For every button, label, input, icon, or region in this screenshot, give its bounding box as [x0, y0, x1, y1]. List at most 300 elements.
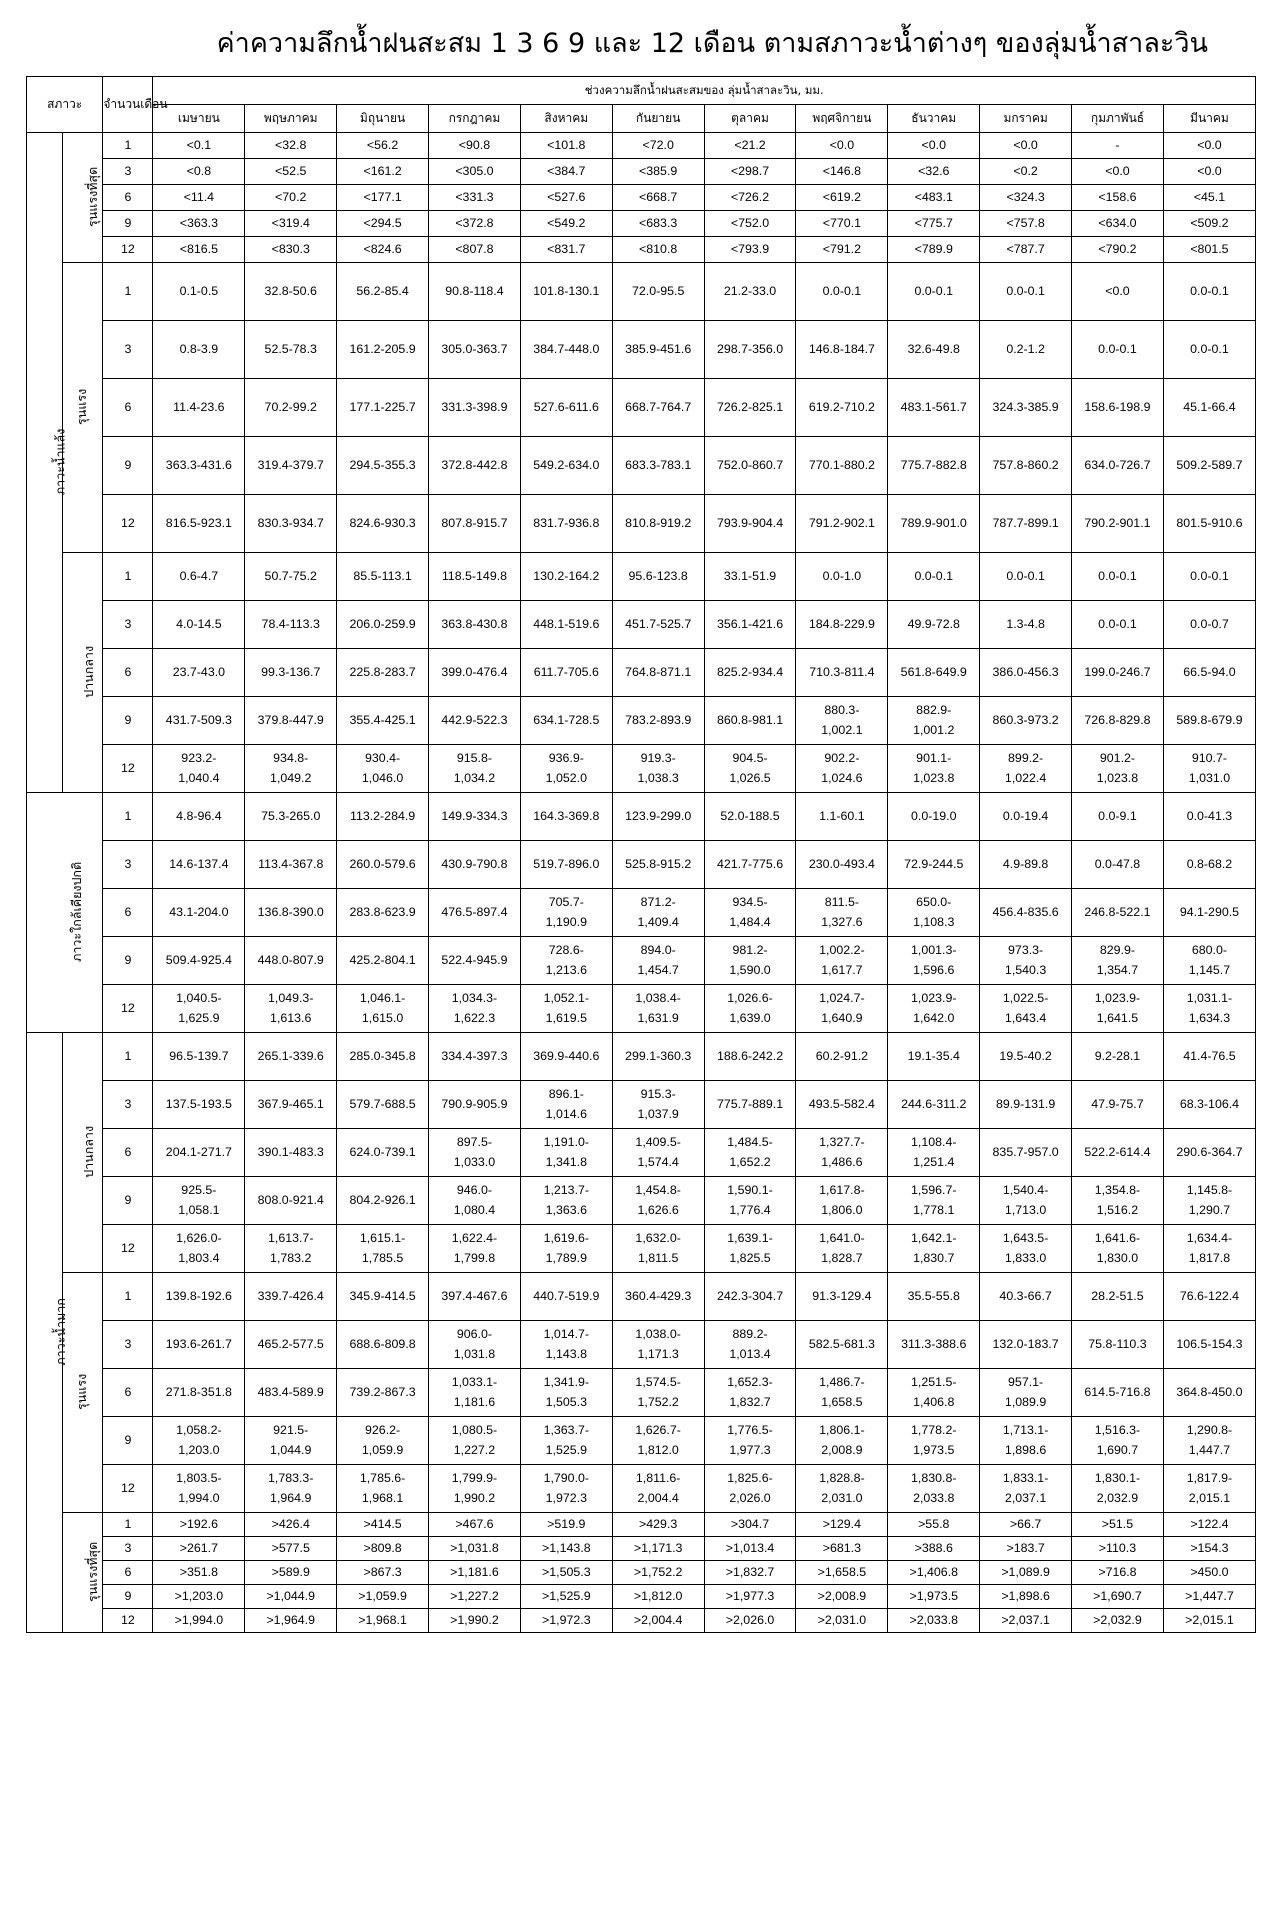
- value-cell: <45.1: [1163, 185, 1255, 211]
- value-cell: 880.3- 1,002.1: [796, 697, 888, 745]
- table-row: [27, 601, 1256, 649]
- value-cell: >809.8: [337, 1537, 429, 1561]
- value-cell: <549.2: [520, 211, 612, 237]
- value-cell: 1,145.8- 1,290.7: [1163, 1177, 1255, 1225]
- value-cell: 919.3- 1,038.3: [612, 745, 704, 793]
- value-cell: 1,713.1- 1,898.6: [980, 1417, 1072, 1465]
- value-cell: 668.7-764.7: [612, 379, 704, 437]
- value-cell: >1,447.7: [1163, 1585, 1255, 1609]
- severity-text: รุนแรงที่สุด: [84, 1541, 100, 1603]
- value-cell: 0.0-0.1: [1163, 263, 1255, 321]
- value-cell: 369.9-440.6: [520, 1033, 612, 1081]
- severity-label: [62, 263, 103, 553]
- value-cell: 19.1-35.4: [888, 1033, 980, 1081]
- month-header: กุมภาพันธ์: [1072, 105, 1164, 133]
- value-cell: <0.0: [980, 133, 1072, 159]
- duration-cell: 3: [103, 159, 153, 185]
- value-cell: <752.0: [704, 211, 796, 237]
- value-cell: >716.8: [1072, 1561, 1164, 1585]
- value-cell: 783.2-893.9: [612, 697, 704, 745]
- duration-cell: 6: [103, 185, 153, 211]
- table-row: [27, 133, 1256, 159]
- value-cell: 4.0-14.5: [153, 601, 245, 649]
- value-cell: 265.1-339.6: [245, 1033, 337, 1081]
- value-cell: 0.0-0.1: [980, 553, 1072, 601]
- value-cell: 28.2-51.5: [1072, 1273, 1164, 1321]
- table-row: [27, 889, 1256, 937]
- duration-cell: 6: [103, 1561, 153, 1585]
- value-cell: 0.0-47.8: [1072, 841, 1164, 889]
- value-cell: 305.0-363.7: [429, 321, 521, 379]
- value-cell: <801.5: [1163, 237, 1255, 263]
- value-cell: 1,632.0- 1,811.5: [612, 1225, 704, 1273]
- value-cell: 85.5-113.1: [337, 553, 429, 601]
- value-cell: 184.8-229.9: [796, 601, 888, 649]
- duration-cell: 6: [103, 1129, 153, 1177]
- value-cell: 311.3-388.6: [888, 1321, 980, 1369]
- value-cell: 1,001.3- 1,596.6: [888, 937, 980, 985]
- value-cell: >110.3: [1072, 1537, 1164, 1561]
- value-cell: 91.3-129.4: [796, 1273, 888, 1321]
- value-cell: 456.4-835.6: [980, 889, 1072, 937]
- value-cell: 1,799.9- 1,990.2: [429, 1465, 521, 1513]
- value-cell: 889.2- 1,013.4: [704, 1321, 796, 1369]
- value-cell: >1,968.1: [337, 1609, 429, 1633]
- value-cell: 397.4-467.6: [429, 1273, 521, 1321]
- value-cell: >1,990.2: [429, 1609, 521, 1633]
- value-cell: <831.7: [520, 237, 612, 263]
- duration-cell: 1: [103, 793, 153, 841]
- value-cell: <161.2: [337, 159, 429, 185]
- duration-cell: 3: [103, 841, 153, 889]
- duration-cell: 9: [103, 937, 153, 985]
- table-row: [27, 1465, 1256, 1513]
- value-cell: 1,040.5- 1,625.9: [153, 985, 245, 1033]
- value-cell: 0.0-0.1: [1163, 321, 1255, 379]
- value-cell: 0.0-0.1: [1072, 553, 1164, 601]
- duration-cell: 1: [103, 263, 153, 321]
- value-cell: >1,658.5: [796, 1561, 888, 1585]
- value-cell: 0.0-9.1: [1072, 793, 1164, 841]
- duration-cell: 12: [103, 745, 153, 793]
- value-cell: 113.2-284.9: [337, 793, 429, 841]
- table-row: [27, 1177, 1256, 1225]
- table-row: [27, 1513, 1256, 1537]
- severity-text: ปานกลาง: [80, 646, 96, 698]
- value-cell: 527.6-611.6: [520, 379, 612, 437]
- table-row: [27, 495, 1256, 553]
- value-cell: <830.3: [245, 237, 337, 263]
- value-cell: 68.3-106.4: [1163, 1081, 1255, 1129]
- value-cell: 901.2- 1,023.8: [1072, 745, 1164, 793]
- value-cell: 1,034.3- 1,622.3: [429, 985, 521, 1033]
- value-cell: >1,044.9: [245, 1585, 337, 1609]
- duration-cell: 12: [103, 495, 153, 553]
- duration-cell: 1: [103, 133, 153, 159]
- value-cell: 345.9-414.5: [337, 1273, 429, 1321]
- value-cell: 915.8- 1,034.2: [429, 745, 521, 793]
- value-cell: >2,031.0: [796, 1609, 888, 1633]
- table-row: [27, 985, 1256, 1033]
- value-cell: >1,812.0: [612, 1585, 704, 1609]
- condition-group-text: ภาวะน้ำแล้ง: [52, 428, 68, 496]
- value-cell: 775.7-882.8: [888, 437, 980, 495]
- value-cell: 90.8-118.4: [429, 263, 521, 321]
- duration-cell: 1: [103, 1033, 153, 1081]
- value-cell: 934.8- 1,049.2: [245, 745, 337, 793]
- value-cell: 19.5-40.2: [980, 1033, 1072, 1081]
- value-cell: 1,002.2- 1,617.7: [796, 937, 888, 985]
- value-cell: 448.1-519.6: [520, 601, 612, 649]
- value-cell: 1,622.4- 1,799.8: [429, 1225, 521, 1273]
- value-cell: <21.2: [704, 133, 796, 159]
- value-cell: >2,032.9: [1072, 1609, 1164, 1633]
- table-row: [27, 211, 1256, 237]
- month-header: พฤศจิกายน: [796, 105, 888, 133]
- duration-cell: 1: [103, 553, 153, 601]
- duration-cell: 9: [103, 211, 153, 237]
- value-cell: 925.5- 1,058.1: [153, 1177, 245, 1225]
- value-cell: 634.0-726.7: [1072, 437, 1164, 495]
- severity-label: [62, 1273, 103, 1513]
- duration-cell: 12: [103, 1225, 153, 1273]
- value-cell: <816.5: [153, 237, 245, 263]
- value-cell: <668.7: [612, 185, 704, 211]
- value-cell: >1,059.9: [337, 1585, 429, 1609]
- value-cell: <177.1: [337, 185, 429, 211]
- value-cell: 619.2-710.2: [796, 379, 888, 437]
- value-cell: 52.5-78.3: [245, 321, 337, 379]
- value-cell: 1,641.0- 1,828.7: [796, 1225, 888, 1273]
- value-cell: 334.4-397.3: [429, 1033, 521, 1081]
- value-cell: 1,023.9- 1,641.5: [1072, 985, 1164, 1033]
- value-cell: <0.1: [153, 133, 245, 159]
- value-cell: <0.2: [980, 159, 1072, 185]
- value-cell: 1,251.5- 1,406.8: [888, 1369, 980, 1417]
- value-cell: 1,574.5- 1,752.2: [612, 1369, 704, 1417]
- value-cell: 1,803.5- 1,994.0: [153, 1465, 245, 1513]
- value-cell: 894.0- 1,454.7: [612, 937, 704, 985]
- value-cell: 448.0-807.9: [245, 937, 337, 985]
- value-cell: 75.3-265.0: [245, 793, 337, 841]
- table-row: [27, 793, 1256, 841]
- value-cell: 476.5-897.4: [429, 889, 521, 937]
- month-header: ตุลาคม: [704, 105, 796, 133]
- value-cell: 101.8-130.1: [520, 263, 612, 321]
- value-cell: 99.3-136.7: [245, 649, 337, 697]
- table-row: [27, 1537, 1256, 1561]
- value-cell: >450.0: [1163, 1561, 1255, 1585]
- value-cell: 43.1-204.0: [153, 889, 245, 937]
- value-cell: 149.9-334.3: [429, 793, 521, 841]
- value-cell: 49.9-72.8: [888, 601, 980, 649]
- duration-cell: 12: [103, 1609, 153, 1633]
- value-cell: >129.4: [796, 1513, 888, 1537]
- value-cell: 793.9-904.4: [704, 495, 796, 553]
- value-cell: 363.8-430.8: [429, 601, 521, 649]
- value-cell: 0.0-0.1: [796, 263, 888, 321]
- value-cell: 1,615.1- 1,785.5: [337, 1225, 429, 1273]
- value-cell: 11.4-23.6: [153, 379, 245, 437]
- value-cell: 1.1-60.1: [796, 793, 888, 841]
- value-cell: 1,341.9- 1,505.3: [520, 1369, 612, 1417]
- value-cell: 525.8-915.2: [612, 841, 704, 889]
- value-cell: 70.2-99.2: [245, 379, 337, 437]
- value-cell: 981.2- 1,590.0: [704, 937, 796, 985]
- value-cell: 921.5- 1,044.9: [245, 1417, 337, 1465]
- duration-cell: 6: [103, 379, 153, 437]
- value-cell: <483.1: [888, 185, 980, 211]
- value-cell: >1,227.2: [429, 1585, 521, 1609]
- value-cell: 882.9- 1,001.2: [888, 697, 980, 745]
- value-cell: 106.5-154.3: [1163, 1321, 1255, 1369]
- value-cell: >388.6: [888, 1537, 980, 1561]
- value-cell: <509.2: [1163, 211, 1255, 237]
- value-cell: 764.8-871.1: [612, 649, 704, 697]
- value-cell: 923.2- 1,040.4: [153, 745, 245, 793]
- value-cell: 95.6-123.8: [612, 553, 704, 601]
- value-cell: 915.3- 1,037.9: [612, 1081, 704, 1129]
- value-cell: >1,690.7: [1072, 1585, 1164, 1609]
- value-cell: 386.0-456.3: [980, 649, 1072, 697]
- value-cell: 804.2-926.1: [337, 1177, 429, 1225]
- value-cell: 225.8-283.7: [337, 649, 429, 697]
- value-cell: 930.4- 1,046.0: [337, 745, 429, 793]
- duration-cell: 3: [103, 1321, 153, 1369]
- value-cell: <619.2: [796, 185, 888, 211]
- value-cell: 384.7-448.0: [520, 321, 612, 379]
- value-cell: 614.5-716.8: [1072, 1369, 1164, 1417]
- value-cell: 430.9-790.8: [429, 841, 521, 889]
- value-cell: 726.2-825.1: [704, 379, 796, 437]
- value-cell: >467.6: [429, 1513, 521, 1537]
- value-cell: 193.6-261.7: [153, 1321, 245, 1369]
- value-cell: 1,806.1- 2,008.9: [796, 1417, 888, 1465]
- severity-text: รุนแรง: [74, 1373, 90, 1411]
- severity-label: [62, 1513, 103, 1633]
- value-cell: 1,058.2- 1,203.0: [153, 1417, 245, 1465]
- severity-label: [62, 1033, 103, 1273]
- value-cell: 1,052.1- 1,619.5: [520, 985, 612, 1033]
- value-cell: >519.9: [520, 1513, 612, 1537]
- value-cell: <298.7: [704, 159, 796, 185]
- value-cell: 549.2-634.0: [520, 437, 612, 495]
- table-row: [27, 1033, 1256, 1081]
- value-cell: 789.9-901.0: [888, 495, 980, 553]
- value-cell: <319.4: [245, 211, 337, 237]
- value-cell: >51.5: [1072, 1513, 1164, 1537]
- value-cell: <11.4: [153, 185, 245, 211]
- value-cell: 123.9-299.0: [612, 793, 704, 841]
- value-cell: <0.0: [1072, 159, 1164, 185]
- value-cell: 465.2-577.5: [245, 1321, 337, 1369]
- value-cell: 50.7-75.2: [245, 553, 337, 601]
- value-cell: 579.7-688.5: [337, 1081, 429, 1129]
- value-cell: 936.9- 1,052.0: [520, 745, 612, 793]
- value-cell: 509.4-925.4: [153, 937, 245, 985]
- value-cell: 519.7-896.0: [520, 841, 612, 889]
- condition-group-label: [27, 1033, 68, 1633]
- severity-label: [62, 553, 103, 793]
- value-cell: 1,590.1- 1,776.4: [704, 1177, 796, 1225]
- month-header: มิถุนายน: [337, 105, 429, 133]
- value-cell: 271.8-351.8: [153, 1369, 245, 1417]
- value-cell: >2,026.0: [704, 1609, 796, 1633]
- value-cell: <52.5: [245, 159, 337, 185]
- value-cell: 1,454.8- 1,626.6: [612, 1177, 704, 1225]
- value-cell: 4.8-96.4: [153, 793, 245, 841]
- value-cell: 283.8-623.9: [337, 889, 429, 937]
- value-cell: 1,486.7- 1,658.5: [796, 1369, 888, 1417]
- value-cell: 816.5-923.1: [153, 495, 245, 553]
- value-cell: 634.1-728.5: [520, 697, 612, 745]
- value-cell: 1,785.6- 1,968.1: [337, 1465, 429, 1513]
- value-cell: 1,213.7- 1,363.6: [520, 1177, 612, 1225]
- value-cell: 298.7-356.0: [704, 321, 796, 379]
- value-cell: 40.3-66.7: [980, 1273, 1072, 1321]
- value-cell: >1,964.9: [245, 1609, 337, 1633]
- value-cell: 1,023.9- 1,642.0: [888, 985, 980, 1033]
- value-cell: 705.7- 1,190.9: [520, 889, 612, 937]
- value-cell: 244.6-311.2: [888, 1081, 980, 1129]
- value-cell: >192.6: [153, 1513, 245, 1537]
- value-cell: <824.6: [337, 237, 429, 263]
- value-cell: 825.2-934.4: [704, 649, 796, 697]
- value-cell: 146.8-184.7: [796, 321, 888, 379]
- month-header: กันยายน: [612, 105, 704, 133]
- value-cell: 1,363.7- 1,525.9: [520, 1417, 612, 1465]
- severity-text: รุนแรง: [74, 388, 90, 426]
- value-cell: >589.9: [245, 1561, 337, 1585]
- value-cell: 47.9-75.7: [1072, 1081, 1164, 1129]
- value-cell: 32.8-50.6: [245, 263, 337, 321]
- duration-cell: 9: [103, 1177, 153, 1225]
- value-cell: <384.7: [520, 159, 612, 185]
- duration-cell: 6: [103, 1369, 153, 1417]
- value-cell: 164.3-369.8: [520, 793, 612, 841]
- value-cell: <790.2: [1072, 237, 1164, 263]
- month-header: กรกฎาคม: [429, 105, 521, 133]
- value-cell: 1,642.1- 1,830.7: [888, 1225, 980, 1273]
- page-title: ค่าความลึกน้ำฝนสะสม 1 3 6 9 และ 12 เดือน ตามสภาวะน้ำต่างๆ ของลุ่มน้ำสาละวิน: [216, 28, 1208, 59]
- value-cell: <793.9: [704, 237, 796, 263]
- table-row: [27, 1369, 1256, 1417]
- value-cell: >2,004.4: [612, 1609, 704, 1633]
- duration-cell: 6: [103, 649, 153, 697]
- value-cell: >1,203.0: [153, 1585, 245, 1609]
- value-cell: 56.2-85.4: [337, 263, 429, 321]
- value-cell: <32.6: [888, 159, 980, 185]
- value-cell: >1,181.6: [429, 1561, 521, 1585]
- value-cell: 896.1- 1,014.6: [520, 1081, 612, 1129]
- value-cell: 137.5-193.5: [153, 1081, 245, 1129]
- value-cell: <90.8: [429, 133, 521, 159]
- value-cell: 1,828.8- 2,031.0: [796, 1465, 888, 1513]
- value-cell: 899.2- 1,022.4: [980, 745, 1072, 793]
- duration-cell: 3: [103, 1537, 153, 1561]
- table-row: [27, 1609, 1256, 1633]
- value-cell: 1,540.4- 1,713.0: [980, 1177, 1072, 1225]
- value-cell: 1,778.2- 1,973.5: [888, 1417, 980, 1465]
- value-cell: <0.0: [1163, 133, 1255, 159]
- value-cell: 683.3-783.1: [612, 437, 704, 495]
- value-cell: 1,641.6- 1,830.0: [1072, 1225, 1164, 1273]
- value-cell: <0.8: [153, 159, 245, 185]
- value-cell: 0.0-19.4: [980, 793, 1072, 841]
- value-cell: <757.8: [980, 211, 1072, 237]
- value-cell: <0.0: [1072, 263, 1164, 321]
- value-cell: 680.0- 1,145.7: [1163, 937, 1255, 985]
- value-cell: 739.2-867.3: [337, 1369, 429, 1417]
- table-row: [27, 1417, 1256, 1465]
- month-header: เมษายน: [153, 105, 245, 133]
- value-cell: 728.6- 1,213.6: [520, 937, 612, 985]
- value-cell: 355.4-425.1: [337, 697, 429, 745]
- value-cell: 0.0-0.7: [1163, 601, 1255, 649]
- value-cell: 897.5- 1,033.0: [429, 1129, 521, 1177]
- table-row: [27, 745, 1256, 793]
- value-cell: 1,613.7- 1,783.2: [245, 1225, 337, 1273]
- value-cell: 177.1-225.7: [337, 379, 429, 437]
- value-cell: >1,994.0: [153, 1609, 245, 1633]
- condition-group-text: ภาวะน้ำมาก: [52, 1298, 68, 1366]
- value-cell: 835.7-957.0: [980, 1129, 1072, 1177]
- duration-cell: 3: [103, 321, 153, 379]
- month-header: สิงหาคม: [520, 105, 612, 133]
- value-cell: 901.1- 1,023.8: [888, 745, 980, 793]
- table-row: [27, 1129, 1256, 1177]
- value-cell: 1,080.5- 1,227.2: [429, 1417, 521, 1465]
- value-cell: 688.6-809.8: [337, 1321, 429, 1369]
- value-cell: 902.2- 1,024.6: [796, 745, 888, 793]
- month-header: มกราคม: [980, 105, 1072, 133]
- table-row: [27, 263, 1256, 321]
- value-cell: 1,516.3- 1,690.7: [1072, 1417, 1164, 1465]
- duration-cell: 12: [103, 1465, 153, 1513]
- value-cell: 791.2-902.1: [796, 495, 888, 553]
- value-cell: 290.6-364.7: [1163, 1129, 1255, 1177]
- value-cell: 624.0-739.1: [337, 1129, 429, 1177]
- value-cell: 509.2-589.7: [1163, 437, 1255, 495]
- value-cell: 96.5-139.7: [153, 1033, 245, 1081]
- value-cell: <0.0: [1163, 159, 1255, 185]
- value-cell: 363.3-431.6: [153, 437, 245, 495]
- condition-group-label: [27, 133, 68, 793]
- value-cell: >2,008.9: [796, 1585, 888, 1609]
- value-cell: >351.8: [153, 1561, 245, 1585]
- value-cell: 1,191.0- 1,341.8: [520, 1129, 612, 1177]
- value-cell: 89.9-131.9: [980, 1081, 1072, 1129]
- value-cell: 136.8-390.0: [245, 889, 337, 937]
- value-cell: >1,752.2: [612, 1561, 704, 1585]
- value-cell: 1,290.8- 1,447.7: [1163, 1417, 1255, 1465]
- value-cell: 752.0-860.7: [704, 437, 796, 495]
- value-cell: <101.8: [520, 133, 612, 159]
- value-cell: 1,626.0- 1,803.4: [153, 1225, 245, 1273]
- value-cell: 199.0-246.7: [1072, 649, 1164, 697]
- value-cell: 906.0- 1,031.8: [429, 1321, 521, 1369]
- header-condition: สภาวะ: [27, 77, 103, 133]
- duration-cell: 6: [103, 889, 153, 937]
- value-cell: 21.2-33.0: [704, 263, 796, 321]
- value-cell: 807.8-915.7: [429, 495, 521, 553]
- value-cell: 379.8-447.9: [245, 697, 337, 745]
- value-cell: 757.8-860.2: [980, 437, 1072, 495]
- value-cell: 324.3-385.9: [980, 379, 1072, 437]
- value-cell: 726.8-829.8: [1072, 697, 1164, 745]
- table-row: [27, 379, 1256, 437]
- value-cell: 1,830.1- 2,032.9: [1072, 1465, 1164, 1513]
